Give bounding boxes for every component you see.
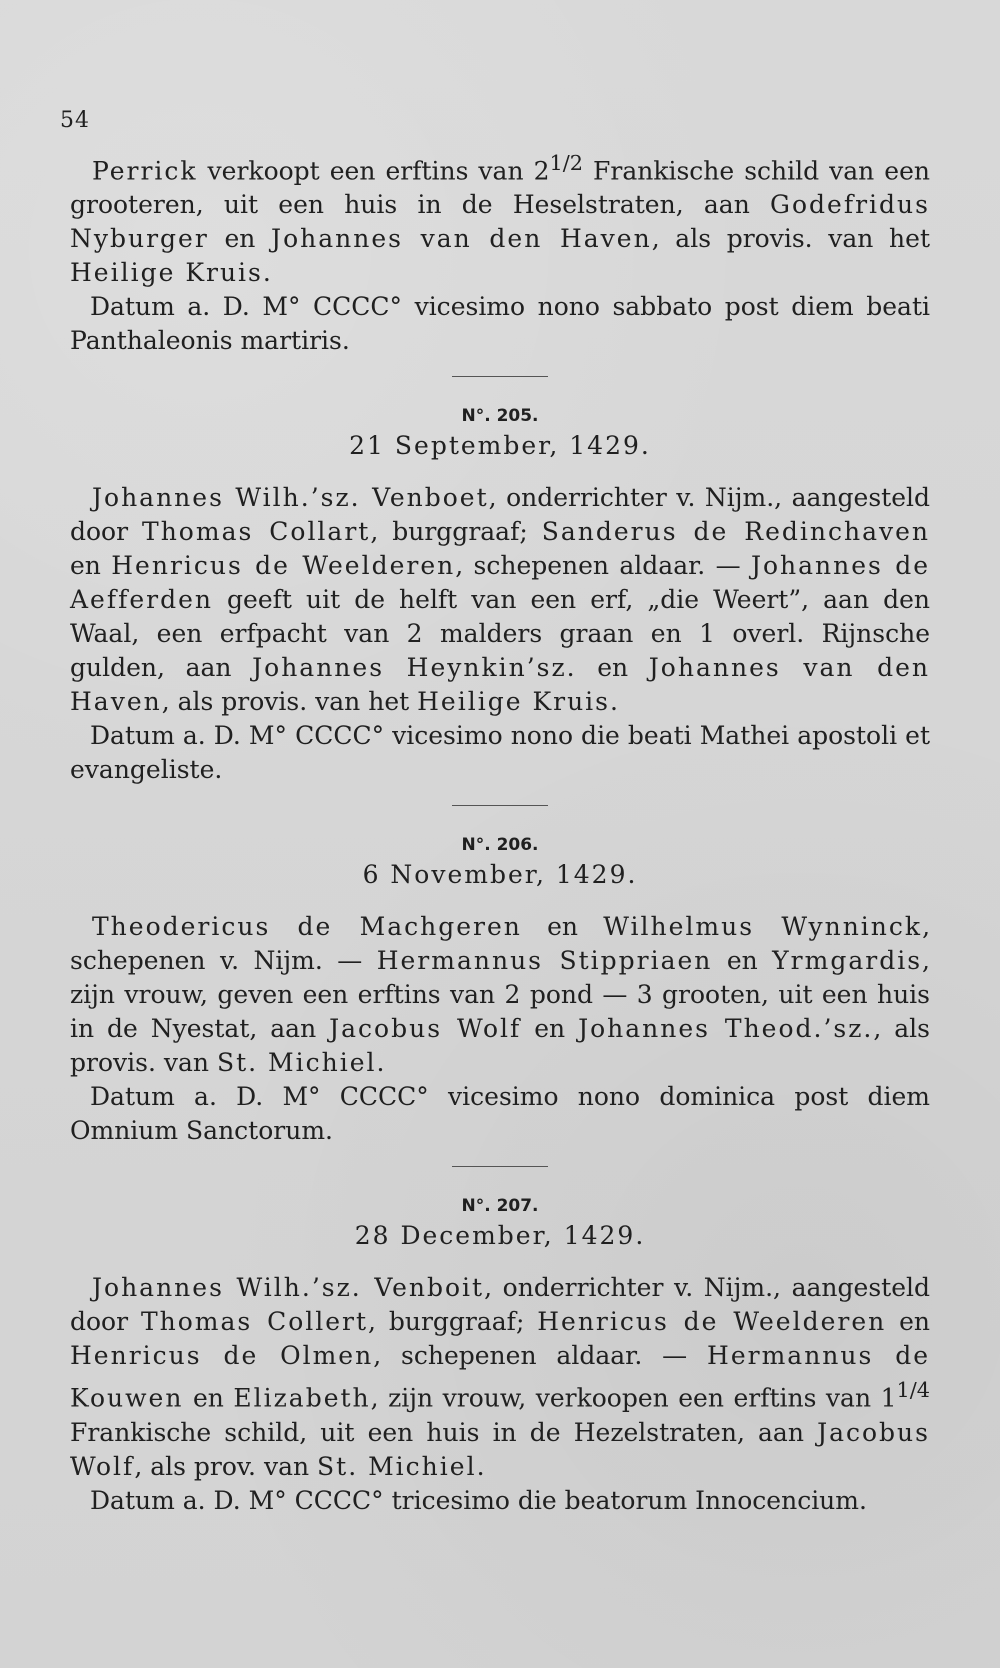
section-divider [452, 376, 548, 377]
section-divider [452, 805, 548, 806]
entry-date: 21 September, 1429. [349, 431, 651, 461]
text-segment: . [476, 1451, 485, 1481]
text-segment: en [183, 1383, 234, 1413]
person-name: Thomas Collart [142, 517, 371, 547]
fraction: 1/2 [549, 151, 584, 175]
section-divider [452, 1166, 548, 1167]
person-name: Sanderus de Redinchaven [541, 517, 930, 547]
entry-204-datum: Datum a. D. M° CCCC° vicesimo nono sabbato post diem beati Panthaleonis martiris. [70, 292, 930, 356]
institution-name: Heilige Kruis [417, 687, 611, 717]
text-segment: en [208, 224, 272, 254]
person-name: Thomas Collert [140, 1307, 369, 1337]
text-segment: . [610, 687, 618, 717]
text-segment: . [376, 1048, 385, 1078]
text-segment: , schepenen v. Nijm. — [70, 912, 931, 976]
institution-name: St. Michiel [216, 1048, 377, 1078]
institution-name: Heilige Kruis [70, 258, 263, 288]
person-name: Hermannus Stippriaen [376, 946, 713, 976]
person-name: Hermannus de Kouwen [70, 1341, 930, 1413]
person-name: Jacobus Wolf [70, 1417, 930, 1481]
text-segment: en [521, 912, 604, 942]
text-segment: geeft uit de helft van een erf, „die Weert”, aan den Waal, een erfpacht van 2 malders graan en 1 overl. Rijnsche gulden, aan [70, 585, 930, 683]
text-segment: , schepenen aldaar. — [455, 551, 751, 581]
person-name: Johannes Theod.’sz. [578, 1014, 874, 1044]
entry-204-continuation [70, 146, 930, 358]
person-name: Theodericus de Machgeren [92, 912, 522, 942]
entry-date: 28 December, 1429. [354, 1221, 646, 1251]
text-segment: , zijn vrouw, verkoopen een erftins van 1 [370, 1383, 897, 1413]
text-segment: , burggraaf; [368, 1307, 538, 1337]
entry-number: N°. 207. [461, 1196, 539, 1217]
text-segment: , zijn vrouw, geven een erftins van 2 pond — 3 grooten, uit een huis in de Nyestat, aan [70, 946, 930, 1044]
person-name: Yrmgardis [772, 946, 923, 976]
fraction: 1/4 [896, 1378, 931, 1403]
person-name: Jacobus Wolf [329, 1014, 522, 1044]
text-segment: en [521, 1014, 579, 1044]
text-segment: , als provis. van het [651, 224, 931, 254]
person-name: Johannes Heynkin’sz. [252, 653, 577, 683]
text-segment: en [70, 551, 112, 581]
entry-205-text [70, 481, 930, 719]
text-segment: , onderrichter v. Nijm., aangesteld door [70, 1273, 930, 1337]
entry-205 [70, 403, 930, 787]
person-name: Johannes Wilh.’sz. Venboet [92, 483, 489, 513]
entry-206-text [70, 910, 930, 1080]
text-segment: , onderrichter v. Nijm., aangesteld door [70, 483, 930, 547]
text-segment: , als prov. van [134, 1451, 318, 1481]
person-name: Johannes Wilh.’sz. Venboit [92, 1273, 485, 1303]
text-segment: , burggraaf; [370, 517, 542, 547]
text-segment: . [262, 258, 271, 288]
person-name: Perrick [92, 156, 198, 186]
text-segment: en [712, 946, 773, 976]
text-segment: , als provis. van het [161, 687, 418, 717]
text-segment: verkoopt een erftins van 2 [197, 156, 550, 186]
page-number: 54 [60, 108, 90, 133]
text-segment: en [886, 1307, 930, 1337]
entry-207-text [70, 1271, 930, 1483]
person-name: Elizabeth [233, 1383, 371, 1413]
entry-207-datum: Datum a. D. M° CCCC° tricesimo die beatorum Innocencium. [90, 1485, 867, 1515]
entry-205-datum: Datum a. D. M° CCCC° vicesimo nono die beati Mathei apostoli et evangeliste. [70, 721, 930, 785]
person-name: Henricus de Olmen [70, 1341, 374, 1371]
text-segment: , schepenen aldaar. — [373, 1341, 708, 1371]
person-name: Henricus de Weelderen [111, 551, 456, 581]
entry-207 [70, 1193, 930, 1517]
entry-number: N°. 206. [461, 835, 539, 856]
entry-date: 6 November, 1429. [362, 860, 638, 890]
person-name: Wilhelmus Wynninck [603, 912, 923, 942]
institution-name: St. Michiel [317, 1451, 477, 1481]
person-name: Godefridus Nyburger [70, 190, 930, 254]
text-segment: , als provis. van [70, 1014, 930, 1078]
person-name: Johannes de Aefferden [70, 551, 931, 615]
entry-204-text [70, 146, 930, 290]
person-name: Henricus de Weelderen [537, 1307, 887, 1337]
entry-206 [70, 832, 930, 1148]
entry-206-datum: Datum a. D. M° CCCC° vicesimo nono dominica post diem Omnium Sanctorum. [70, 1082, 930, 1146]
entry-number: N°. 205. [461, 406, 539, 427]
text-segment: Frankische schild van een grooteren, uit een huis in de Heselstraten, aan [70, 156, 930, 220]
text-segment: Frankische schild, uit een huis in de Hezelstraten, aan [70, 1417, 818, 1447]
text-segment: en [576, 653, 649, 683]
person-name: Johannes van den Haven [70, 653, 930, 717]
page-content [70, 146, 930, 1518]
person-name: Johannes van den Haven [271, 224, 652, 254]
